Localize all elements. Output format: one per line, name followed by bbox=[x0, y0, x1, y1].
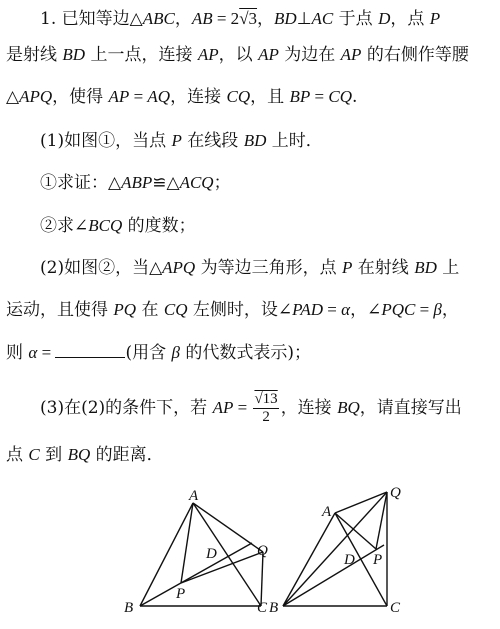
math: BQ bbox=[67, 445, 91, 464]
math: BCQ bbox=[88, 216, 123, 235]
fig1-label-Q: Q bbox=[257, 543, 268, 559]
text: 运动，且使得 bbox=[6, 300, 114, 320]
math: = bbox=[415, 300, 434, 319]
text: ， bbox=[257, 9, 275, 29]
text: ≌△ bbox=[152, 173, 180, 193]
math: AP bbox=[108, 87, 130, 106]
text: 在射线 bbox=[352, 258, 415, 278]
math: APQ bbox=[162, 258, 196, 277]
text: ，使得 bbox=[52, 87, 109, 107]
text: 的度数； bbox=[122, 216, 196, 236]
text: 在线段 bbox=[181, 131, 244, 151]
math: AP bbox=[197, 45, 219, 64]
text: 的距离． bbox=[90, 445, 164, 465]
seg-AB bbox=[283, 513, 335, 606]
fig2-label-A: A bbox=[322, 504, 332, 520]
math: = bbox=[310, 87, 329, 106]
math: AP bbox=[212, 398, 234, 417]
figure-1 bbox=[124, 488, 268, 616]
text: 为等边三角形，点 bbox=[195, 258, 343, 278]
text: (1)如图①，当点 bbox=[40, 131, 172, 151]
text: ，点 bbox=[390, 9, 430, 29]
fig1-label-P: P bbox=[176, 586, 186, 602]
math: = 2 bbox=[212, 9, 240, 28]
fig2-label-C: C bbox=[390, 600, 401, 616]
seg-BQ bbox=[283, 492, 387, 606]
seg-AQ bbox=[193, 503, 263, 552]
math: P bbox=[342, 258, 353, 277]
text: ； bbox=[213, 173, 231, 193]
math: ACQ bbox=[179, 173, 214, 192]
text: 的代数式表示)； bbox=[179, 343, 311, 363]
math: APQ bbox=[19, 87, 53, 106]
math: PQ bbox=[113, 300, 137, 319]
math: ABC bbox=[142, 9, 175, 28]
text: 上时． bbox=[266, 131, 323, 151]
text: ，请直接写出 bbox=[359, 398, 462, 418]
math: BP bbox=[289, 87, 311, 106]
text: ②求∠ bbox=[40, 216, 89, 236]
text: 在 bbox=[136, 300, 164, 320]
math: AP bbox=[340, 45, 362, 64]
math: CQ bbox=[163, 300, 188, 319]
math: β bbox=[171, 343, 180, 362]
fig2-label-D: D bbox=[344, 552, 355, 568]
math: AC bbox=[311, 9, 334, 28]
math: BD bbox=[62, 45, 86, 64]
fraction-denominator: 2 bbox=[262, 409, 270, 425]
text: 上一点，连接 bbox=[85, 45, 198, 65]
math: = bbox=[37, 343, 56, 362]
math: PAD bbox=[292, 300, 324, 319]
text: 点 bbox=[6, 445, 29, 465]
seg-PQ bbox=[181, 552, 263, 583]
math: AP bbox=[258, 45, 279, 64]
math: P bbox=[429, 9, 441, 28]
math: P bbox=[171, 131, 182, 150]
math: AB bbox=[191, 9, 213, 28]
math: BD bbox=[274, 9, 297, 28]
seg-BP-ray bbox=[283, 545, 384, 606]
seg-CQ bbox=[261, 552, 263, 606]
text: 于点 bbox=[333, 9, 379, 29]
text: ，且 bbox=[250, 87, 290, 107]
text: (2)如图②，当△ bbox=[40, 258, 163, 278]
text: (用含 bbox=[125, 343, 172, 363]
text: 为边在 bbox=[278, 45, 341, 65]
text: 到 bbox=[39, 445, 68, 465]
text: ①求证：△ bbox=[40, 173, 122, 193]
fig2-label-B: B bbox=[269, 600, 279, 616]
text: 1. 已知等边△ bbox=[40, 9, 143, 29]
text: (3)在(2)的条件下，若 bbox=[40, 398, 213, 418]
math: BD bbox=[243, 131, 267, 150]
math: ABP bbox=[121, 173, 153, 192]
fig2-label-Q: Q bbox=[390, 485, 401, 501]
text: 是射线 bbox=[6, 45, 63, 65]
fig2-label-P: P bbox=[373, 552, 383, 568]
math: C bbox=[28, 445, 40, 464]
seg-AQ bbox=[335, 492, 387, 513]
text: ，连接 bbox=[280, 398, 338, 418]
fig1-label-C: C bbox=[257, 600, 268, 616]
math: ⊥ bbox=[296, 9, 312, 28]
math: CQ bbox=[328, 87, 353, 106]
math: α bbox=[341, 300, 351, 319]
fraction-numerator: √13 bbox=[254, 391, 278, 407]
fig1-label-D: D bbox=[206, 546, 217, 562]
seg-AC bbox=[193, 503, 261, 606]
fig1-label-B: B bbox=[124, 600, 134, 616]
math: β bbox=[433, 300, 442, 319]
math: = bbox=[129, 87, 148, 106]
text: 的右侧作等腰 bbox=[361, 45, 469, 65]
math: PQC bbox=[381, 300, 416, 319]
text: ，∠ bbox=[350, 300, 382, 320]
math: √3 bbox=[239, 9, 258, 28]
text: △ bbox=[6, 87, 20, 107]
text: 左侧时，设∠ bbox=[187, 300, 293, 320]
text: 则 bbox=[6, 343, 29, 363]
figure-2 bbox=[269, 485, 401, 616]
text: . bbox=[352, 87, 358, 107]
math: AQ bbox=[147, 87, 171, 106]
math: = bbox=[233, 398, 252, 417]
math: CQ bbox=[226, 87, 251, 106]
math: BQ bbox=[337, 398, 360, 417]
text: ，以 bbox=[218, 45, 259, 65]
text: ， bbox=[174, 9, 192, 29]
seg-AP bbox=[335, 513, 376, 549]
text: 上 bbox=[436, 258, 460, 278]
math: BD bbox=[414, 258, 437, 277]
math: D bbox=[378, 9, 391, 28]
fig1-label-A: A bbox=[189, 488, 199, 504]
text: ，连接 bbox=[170, 87, 227, 107]
seg-PQ bbox=[376, 492, 387, 549]
math: = bbox=[323, 300, 342, 319]
math: α bbox=[28, 343, 38, 362]
text: ， bbox=[441, 300, 459, 320]
